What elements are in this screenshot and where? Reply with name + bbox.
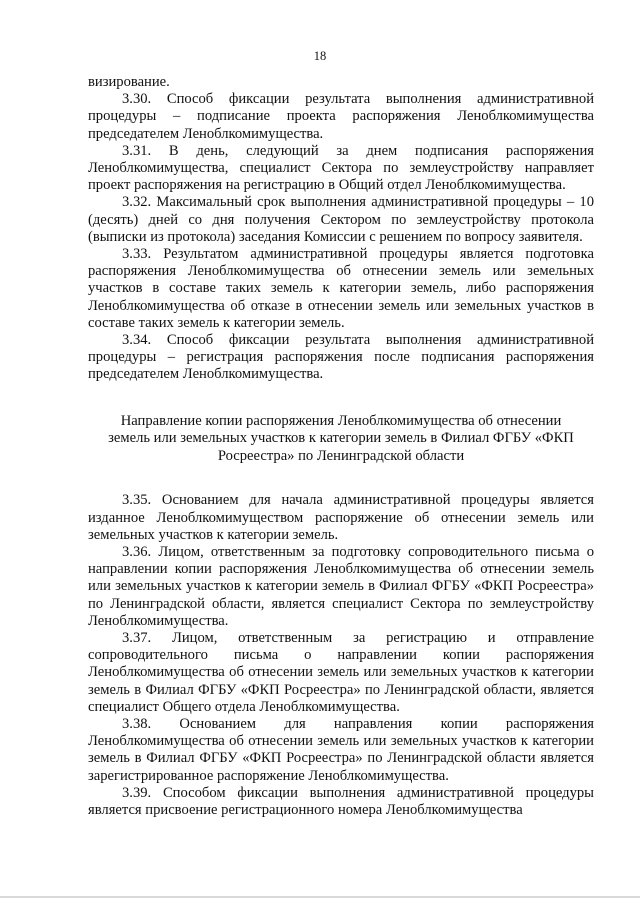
- document-body: [88, 74, 594, 819]
- paragraph-3-36: 3.36. Лицом, ответственным за подготовку сопроводительного письма о направлении копии распоряжения Леноблкомимущества об отнесении земель или земельных участков к категории земель в Филиал ФГБУ «ФКП Росреестра» по Ленинградской области, является специалист Сектора по землеустройству Леноблкомимущества.: [88, 544, 594, 629]
- paragraph-3-38: 3.38. Основанием для направления копии распоряжения Леноблкомимущества об отнесении земель или земельных участков к категории земель в Филиал ФГБУ «ФКП Росреестра» по Ленинградской области является зарегистрированное распоряжение Леноблкомимущества.: [88, 716, 594, 784]
- paragraph-3-39: 3.39. Способом фиксации выполнения административной процедуры является присвоение регистрационного номера Леноблкомимущества: [88, 784, 594, 819]
- paragraph-3-30: 3.30. Способ фиксации результата выполнения административной процедуры – подписание проекта распоряжения Леноблкомимущества председателем Леноблкомимущества.: [88, 91, 594, 142]
- scan-bottom-edge: [0, 896, 640, 898]
- paragraph-3-34: 3.34. Способ фиксации результата выполнения административной процедуры – регистрация распоряжения после подписания распоряжения председателем Леноблкомимущества.: [88, 332, 594, 383]
- paragraph-3-32: 3.32. Максимальный срок выполнения административной процедуры – 10 (десять) дней со дня получения Сектором по землеустройству протокола (выписки из протокола) заседания Комиссии с решением по вопросу заявителя.: [88, 194, 594, 245]
- paragraph-3-31: 3.31. В день, следующий за днем подписания распоряжения Леноблкомимущества, специалист Сектора по землеустройству направляет проект распоряжения на регистрацию в Общий отдел Леноблкомимущества.: [88, 142, 594, 194]
- section-heading-line: Направление копии распоряжения Леноблкомимущества об отнесении: [120, 412, 562, 429]
- section-heading-line: Росреестра» по Ленинградской области: [217, 447, 465, 464]
- paragraph-3-37: 3.37. Лицом, ответственным за регистрацию и отправление сопроводительного письма о направлении копии распоряжения Леноблкомимущества об отнесении земель или земельных участков к категории земель в Филиал ФГБУ «ФКП Росреестра» по Ленинградской области, является специалист Общего отдела Леноблкомимущества.: [88, 630, 594, 715]
- page-number: 18: [313, 49, 327, 63]
- section-heading: [88, 413, 594, 466]
- section-heading-line: земель или земельных участков к категории земель в Филиал ФГБУ «ФКП: [108, 430, 574, 447]
- paragraph-3-33: 3.33. Результатом административной процедуры является подготовка распоряжения Леноблкомимущества об отнесении земель или земельных участков в составе таких земель к категории земель, либо распоряжения Леноблкомимущества об отказе в отнесении земель или земельных участков в составе таких земель к категории земель.: [88, 246, 594, 331]
- paragraph-3-35: 3.35. Основанием для начала административной процедуры является изданное Леноблкомимуществом распоряжение об отнесении земель или земельных участков к категории земель.: [88, 492, 594, 543]
- paragraph-continuation: визирование.: [88, 74, 170, 90]
